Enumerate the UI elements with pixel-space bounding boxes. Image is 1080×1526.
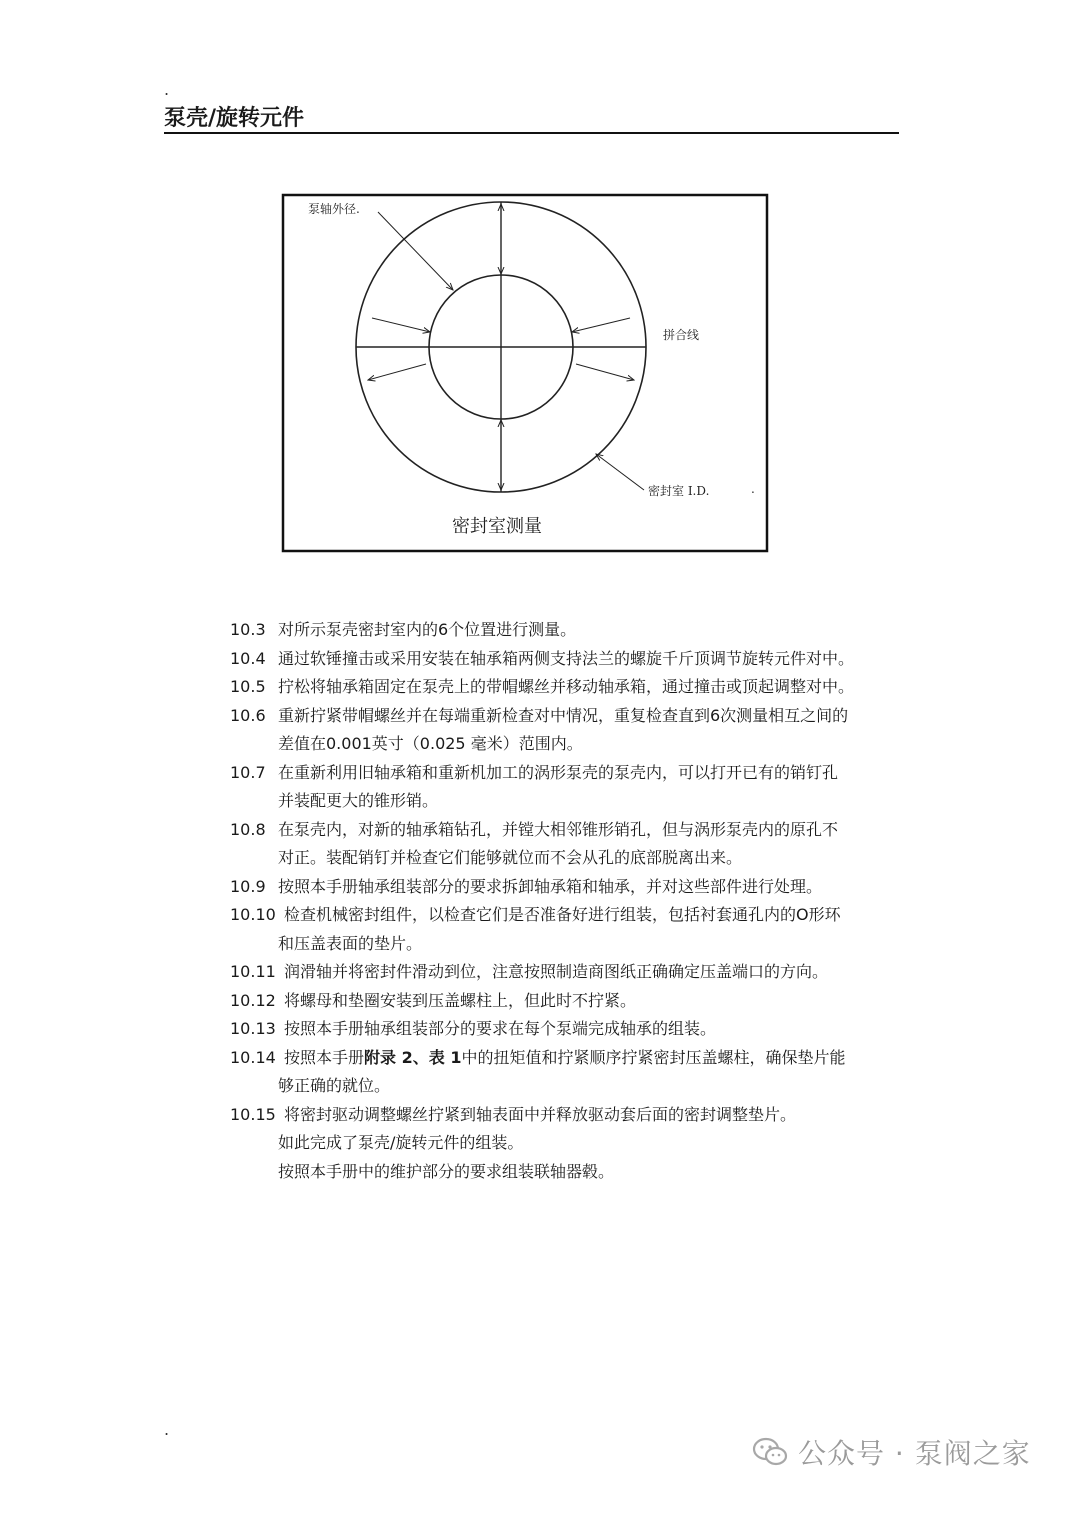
shaft-od-leader	[378, 212, 453, 290]
step-10-12	[230, 987, 930, 1016]
step-10-15	[230, 1101, 930, 1130]
step-text	[230, 1044, 930, 1073]
step-10-7	[230, 759, 930, 816]
watermark-text: 公众号 · 泵阀之家	[798, 1437, 1031, 1470]
step-text: 检查机械密封组件，以检查它们是否准备好进行组装，包括衬套通孔内的O形环	[284, 905, 841, 924]
step-text-post: 中的扭矩值和拧紧顺序拧紧密封压盖螺柱，确保垫片能	[461, 1047, 846, 1067]
title-divider	[164, 132, 899, 134]
split-line-label: 拼合线	[663, 328, 700, 342]
step-text: 将螺母和垫圈安装到压盖螺柱上，但此时不拧紧。	[284, 990, 637, 1010]
step-number: 10.8	[230, 819, 266, 839]
step-10-9	[230, 873, 930, 902]
step-text: 将密封驱动调整螺丝拧紧到轴表面中并释放驱动套后面的密封调整垫片。	[284, 1104, 797, 1124]
step-number: 10.7	[230, 762, 266, 782]
step-text: 在泵壳内，对新的轴承箱钻孔，并镗大相邻锥形销孔，但与涡形泵壳内的原孔不	[278, 819, 839, 839]
step-text: 按照本手册轴承组装部分的要求拆卸轴承箱和轴承，并对这些部件进行处理。	[278, 876, 823, 896]
step-text: 润滑轴并将密封件滑动到位，注意按照制造商图纸正确确定压盖端口的方向。	[284, 962, 829, 981]
seal-chamber-figure	[280, 192, 770, 554]
seal-chamber-id-dot: .	[751, 482, 755, 496]
step-10-13	[230, 1015, 930, 1044]
step-text: 在重新利用旧轴承箱和重新机加工的涡形泵壳的泵壳内，可以打开已有的销钉孔	[278, 762, 839, 782]
step-10-11	[230, 958, 930, 987]
step-10-14	[230, 1044, 930, 1101]
step-number: 10.6	[230, 705, 266, 725]
step-text-continued: 对正。装配销钉并检查它们能够就位而不会从孔的底部脱离出来。	[278, 848, 743, 867]
ref-separator: 、	[412, 1047, 429, 1067]
bottom-dot: .	[164, 1420, 170, 1439]
step-number: 10.4	[230, 648, 266, 668]
step-number: 10.5	[230, 677, 266, 696]
step-number: 10.3	[230, 620, 266, 639]
assembly-steps	[230, 616, 930, 1186]
step-text: 按照本手册轴承组装部分的要求在每个泵端完成轴承的组装。	[284, 1019, 717, 1038]
step-text: 拧松将轴承箱固定在泵壳上的带帽螺丝并移动轴承箱，通过撞击或顶起调整对中。	[278, 677, 855, 696]
wechat-icon	[752, 1437, 788, 1467]
step-10-6	[230, 702, 930, 759]
seal-chamber-id-label: 密封室 I.D.	[648, 484, 710, 498]
step-number: 10.14	[230, 1047, 276, 1067]
step-number: 10.9	[230, 876, 266, 896]
closing-line-1: 如此完成了泵壳/旋转元件的组装。	[278, 1133, 524, 1152]
appendix-ref: 附录 2	[364, 1047, 413, 1067]
table-ref: 表 1	[428, 1047, 462, 1067]
step-text-continued: 差值在0.001英寸（0.025 毫米）范围内。	[278, 734, 583, 753]
step-text-continued: 并装配更大的锥形销。	[278, 791, 439, 810]
arrow-left-lower	[368, 364, 426, 380]
watermark	[752, 1432, 1031, 1472]
step-text: 重新拧紧带帽螺丝并在每端重新检查对中情况，重复检查直到6次测量相互之间的	[278, 705, 849, 725]
step-10-4	[230, 645, 930, 674]
step-10-8	[230, 816, 930, 873]
step-text: 对所示泵壳密封室内的6个位置进行测量。	[278, 620, 577, 639]
arrow-left-upper	[372, 318, 430, 332]
step-text-continued: 够正确的就位。	[278, 1076, 391, 1095]
step-text-continued: 和压盖表面的垫片。	[278, 933, 423, 953]
step-10-5	[230, 673, 930, 702]
seal-chamber-diagram	[280, 192, 770, 554]
step-10-3	[230, 616, 930, 645]
step-number: 10.10	[230, 905, 276, 924]
shaft-od-label: 泵轴外径.	[308, 202, 360, 216]
page-title: 泵壳/旋转元件	[164, 106, 305, 131]
step-number: 10.13	[230, 1019, 276, 1038]
closing-line-2: 按照本手册中的维护部分的要求组装联轴器毂。	[278, 1161, 615, 1181]
top-dot: .	[164, 80, 170, 99]
step-number: 10.15	[230, 1104, 276, 1124]
step-number: 10.11	[230, 962, 276, 981]
arrow-right-lower	[576, 364, 634, 380]
figure-caption: 密封室测量	[452, 516, 542, 537]
step-text-pre: 按照本手册	[284, 1047, 365, 1067]
arrow-right-upper	[572, 318, 630, 332]
step-number: 10.12	[230, 990, 276, 1010]
seal-id-leader	[596, 454, 644, 490]
step-10-10	[230, 901, 930, 958]
step-text: 通过软锤撞击或采用安装在轴承箱两侧支持法兰的螺旋千斤顶调节旋转元件对中。	[278, 648, 855, 668]
